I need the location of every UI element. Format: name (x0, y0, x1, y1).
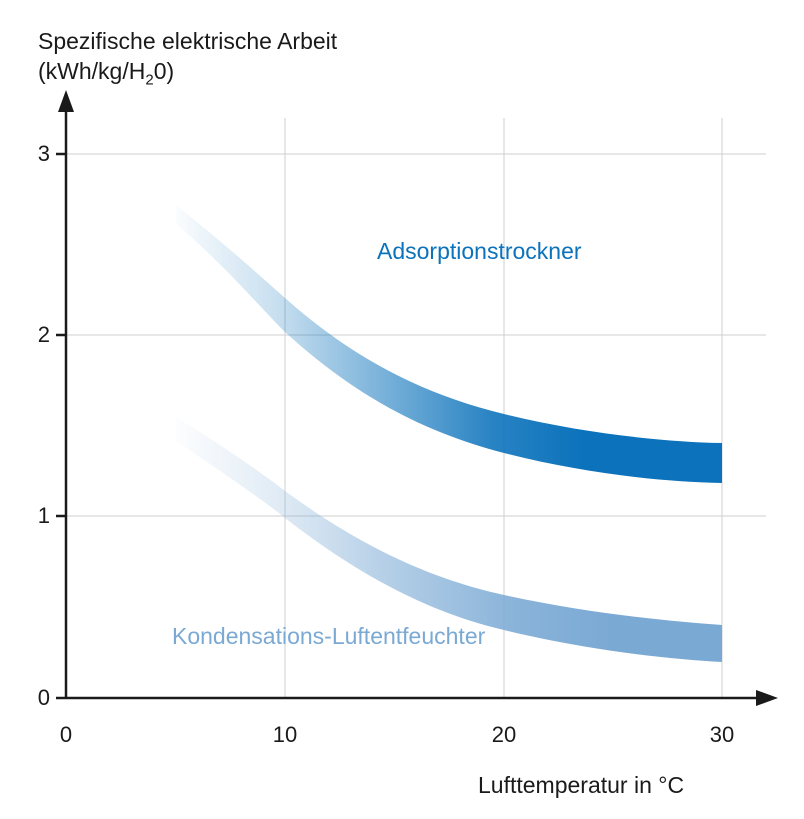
x-tick-label-30: 30 (709, 722, 735, 747)
y-tick-label-0: 0 (37, 685, 50, 710)
plot-svg (66, 118, 766, 698)
y-axis-title-line2 (38, 56, 337, 96)
series-label-kondensations-luftentfeuchter: Kondensations-Luftentfeuchter (172, 623, 486, 649)
y-axis-unit-suffix: 0) (153, 58, 175, 84)
plot-area (66, 118, 766, 698)
y-axis-title-line1: Spezifische elektrische Arbeit (38, 28, 338, 54)
series-label-adsorptionstrockner: Adsorptionstrockner (377, 238, 582, 264)
x-tick-label-10: 10 (272, 722, 298, 747)
y-tick-label-2: 2 (37, 322, 50, 347)
y-tick-marks (56, 154, 66, 698)
x-axis (66, 690, 778, 706)
y-tick-label-1: 1 (37, 503, 50, 528)
y-axis-unit-subscript: 2 (145, 71, 154, 89)
y-axis-unit-prefix: (kWh/kg/H (38, 58, 146, 84)
y-tick-label-3: 3 (37, 141, 50, 166)
x-axis-title: Lufttemperatur in °C (478, 772, 685, 798)
x-tick-label-20: 20 (491, 722, 517, 747)
y-axis-title (38, 26, 337, 96)
x-tick-label-0: 0 (59, 722, 73, 747)
y-axis (58, 90, 74, 698)
